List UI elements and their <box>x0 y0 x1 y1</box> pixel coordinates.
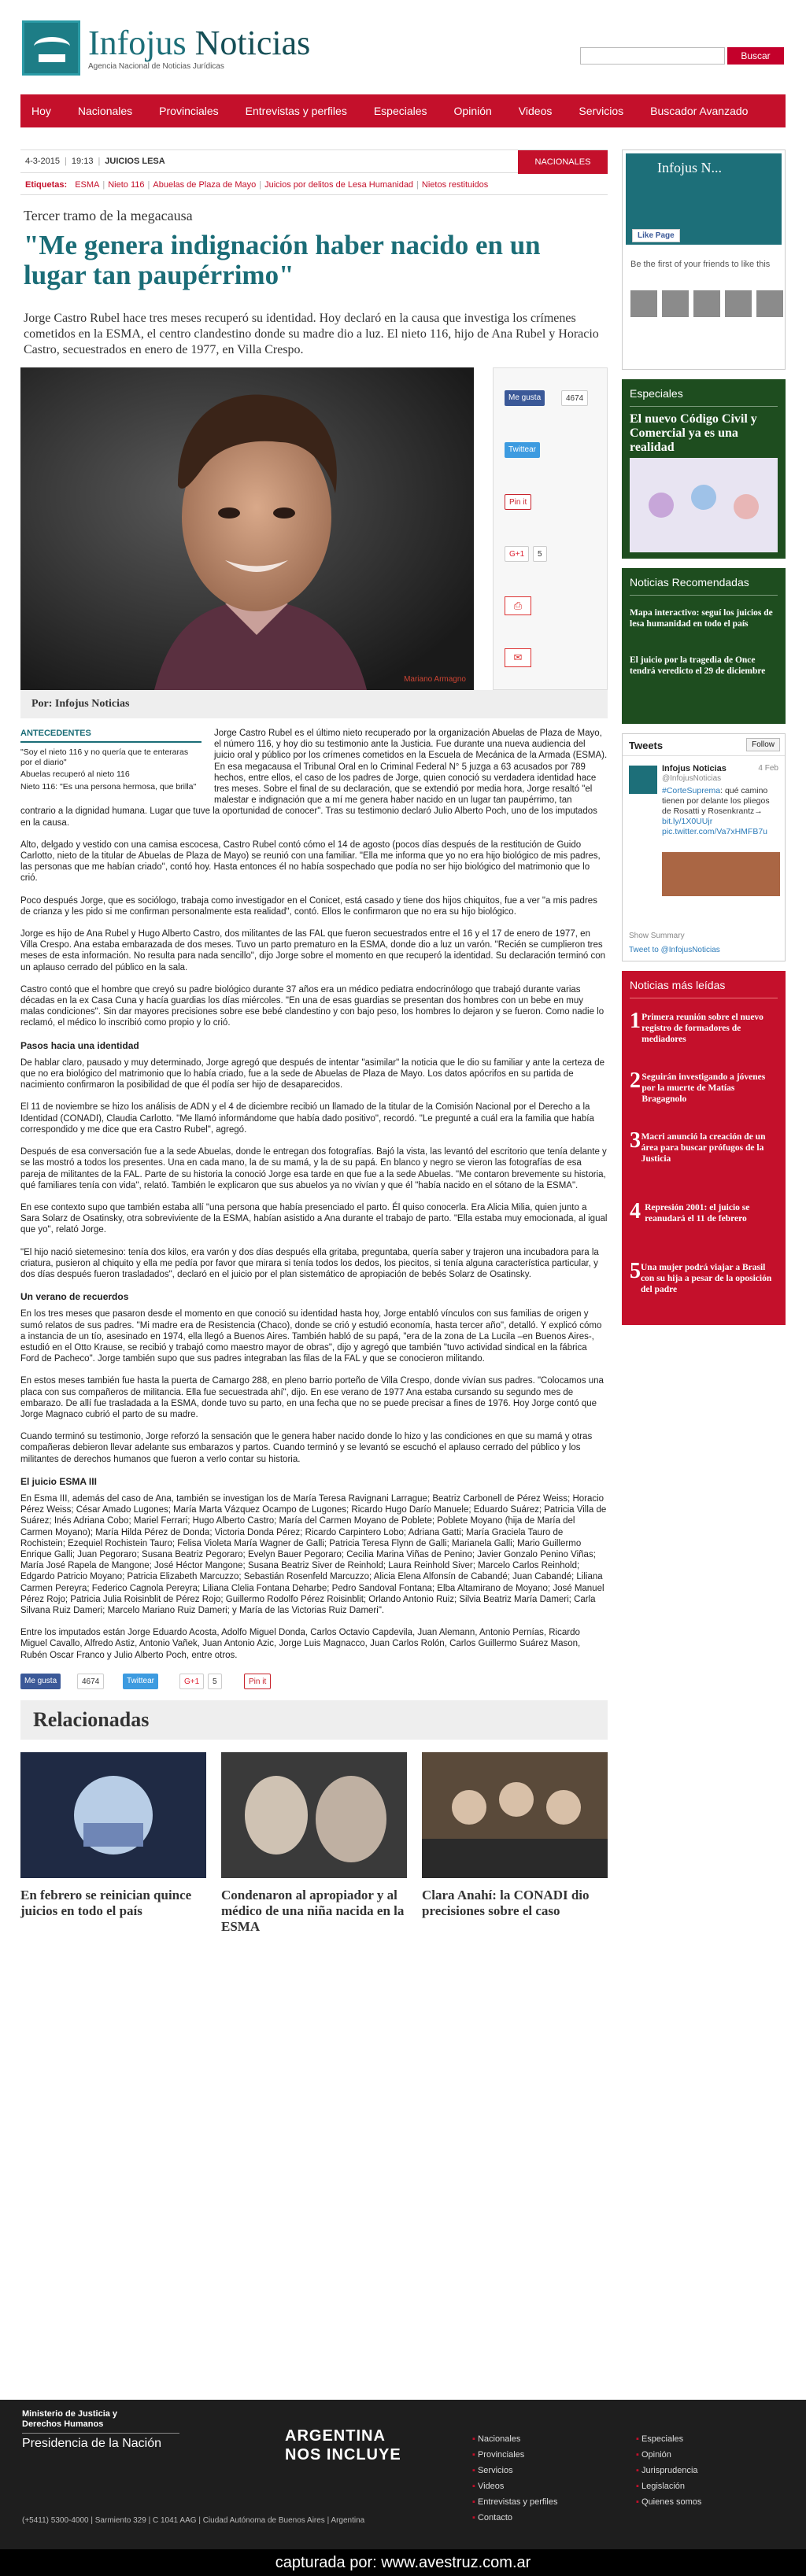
byline: Por: Infojus Noticias <box>20 690 608 718</box>
especiales-box <box>622 379 786 559</box>
subheading: Pasos hacia una identidad <box>20 1039 139 1051</box>
google-plus-count: 5 <box>533 546 547 562</box>
argentina-logo <box>285 2427 401 2464</box>
nav-provinciales[interactable]: Provinciales <box>159 105 219 117</box>
tweets-title: Tweets <box>623 734 785 756</box>
facebook-like-count: 4674 <box>561 390 588 406</box>
footer-link[interactable]: ▪ Quienes somos <box>636 2497 701 2507</box>
nav-hoy[interactable]: Hoy <box>31 105 51 117</box>
especiales-title: Especiales <box>630 387 683 400</box>
tweet-button[interactable]: Twittear <box>123 1674 158 1689</box>
article-body <box>20 718 608 1661</box>
footer-link[interactable]: ▪ Entrevistas y perfiles <box>472 2497 557 2507</box>
most-read-item[interactable] <box>630 1130 778 1164</box>
footer-link[interactable]: ▪ Opinión <box>636 2450 701 2460</box>
facebook-like-page-button[interactable]: Like Page <box>632 229 680 242</box>
recommended-title: Noticias Recomendadas <box>630 576 749 589</box>
email-icon[interactable]: ✉ <box>505 648 531 667</box>
paragraph: Cuando terminó su testimonio, Jorge reforzó la sensación que le genera haber nacido donde lo hizo y las condiciones en que su mamá y otras compañeras debieron llevar adelante sus embarazos y partos. Cuando terminó y se levantó se escuchó el aplauso cerrado del público y los militantes de derechos humanos que fueron a verlo contar su historia. <box>20 1432 593 1464</box>
subheading: Un verano de recuerdos <box>20 1291 129 1303</box>
search-input[interactable] <box>580 47 725 65</box>
tag-link[interactable]: Abuelas de Plaza de Mayo <box>153 179 257 190</box>
especiales-image[interactable] <box>630 458 778 552</box>
related-card[interactable] <box>221 1752 407 1935</box>
footer-links-col2 <box>636 2434 701 2513</box>
twitter-widget <box>622 733 786 961</box>
tweet-text <box>662 786 780 837</box>
paragraph: Jorge Castro Rubel es el último nieto recuperado por la organización Abuelas de Plaza de Mayo, el número 116, y hoy dio su testimonio ante la Justicia. Fue durante una nueva audiencia del juicio oral y público por los crímenes cometidos en la Escuela de Mecánica de la Armada (ESMA). En esa megacausa el Tribunal Oral en lo Criminal Federal N° 5 juzga a 63 acusados por 789 hechos, entre ellos, el caso de los padres de Jorge, quien conoció su verdadera identidad hace tres meses. Sobre el final de su declaración, que se extendió por media hora, Jorge resaltó "el malestar e indignación que a mí me genera haber nacido en un lugar tan paupérrimo, tan contrario a la dignidad humana. Lugar que tuve la oportunidad de conocer". Tras su testimonio declaró Julio Alberto Poch, uno de los imputados en la causa. <box>20 729 608 828</box>
recommended-box <box>622 568 786 724</box>
nav-videos[interactable]: Videos <box>518 105 553 117</box>
tag-link[interactable]: Nietos restituidos <box>421 179 489 190</box>
logo-subtitle: Agencia Nacional de Noticias Jurídicas <box>88 61 224 71</box>
footer-links-col1 <box>472 2434 557 2529</box>
capture-watermark: capturada por: www.avestruz.com.ar <box>0 2549 806 2576</box>
facebook-like-count: 4674 <box>77 1674 104 1689</box>
nav-buscador[interactable]: Buscador Avanzado <box>650 105 749 117</box>
share-bar-bottom <box>20 1672 608 1694</box>
avatar[interactable] <box>630 290 657 317</box>
footer-link[interactable]: ▪ Jurisprudencia <box>636 2466 701 2475</box>
avatar[interactable] <box>725 290 752 317</box>
ministry-name: Ministerio de Justicia y Derechos Humanos <box>22 2409 118 2429</box>
antecedente-link[interactable]: "Soy el nieto 116 y no quería que te enteraras por el diario" <box>20 747 189 767</box>
book-logo-icon <box>22 20 80 76</box>
footer-link[interactable]: ▪ Contacto <box>472 2513 557 2522</box>
tweet-button[interactable]: Twittear <box>505 442 540 458</box>
main-nav <box>20 94 786 127</box>
site-footer <box>0 2400 806 2549</box>
related-headline: Clara Anahí: la CONADI dio precisiones sobre el caso <box>422 1887 590 1918</box>
most-read-item[interactable] <box>630 1260 778 1295</box>
avatar[interactable] <box>662 290 689 317</box>
related-grid <box>20 1752 608 1949</box>
paragraph: Entre los imputados están Jorge Eduardo Acosta, Adolfo Miguel Donda, Carlos Octavio Capdevila, Juan Alemann, Antonio Pernías, Ricardo Miguel Cavallo, Alfredo Astiz, Antonio Vañek, Juan Antonio Azic, Jorge Luis Magnacco, Juan Carlos Rolón, Carlos Guillermo Suárez Mason, Rubén Oscar Franco y Julio Alberto Poch, entre otros. <box>20 1628 581 1660</box>
argentina-line2: NOS INCLUYE <box>285 2446 401 2463</box>
logo-second: Noticias <box>194 23 311 62</box>
most-read-item[interactable] <box>630 1010 778 1045</box>
facebook-like-label: Me gusta <box>508 393 542 402</box>
paragraph: Castro contó que el hombre que creyó su padre biológico durante 37 años era un médico pediatra endocrinólogo que trabajó durante varias décadas en la ex Casa Cuna y hacía guardias los días miércoles. "En una de esas guardias se presentan dos hombres con un bebe en muy malas condiciones". Sin dar mayores precisiones sobre ese bebé clandestino y con bajo peso, los hombres lo dejaron y se fueron. Como nadie lo reclamó, el médico lo inscribió como propio y lo crió. <box>20 984 604 1028</box>
article-date: 4-3-2015 <box>25 157 61 166</box>
facebook-page-widget <box>622 149 786 370</box>
tags-label: Etiquetas: <box>25 179 68 190</box>
avatar[interactable] <box>756 290 783 317</box>
tweet-handle[interactable]: @InfojusNoticias <box>662 774 722 783</box>
share-column <box>493 367 608 690</box>
tags-bar: Etiquetas: ESMA | Nieto 116 | Abuelas de Plaza de Mayo | Juicios por delitos de Lesa Humanidad | Nietos restituidos <box>20 175 608 195</box>
paragraph: En estos meses también fue hasta la puerta de Camargo 288, en pleno barrio porteño de Villa Crespo, donde vivían sus padres. "Colocamos una placa con sus compañeros de militancia. Ella fue secuestrada ahí", dijo. En ese verano de 1977 Ana estaba cursando su segundo mes de embarazo. De allí fue trasladada a la ESMA, donde tuvo su parto, en una fecha que no se puede precisar a fines de 1976. Hoy Jorge contó que Jorge Magnaco cubrió el parto de su madre. <box>20 1376 604 1419</box>
google-plus-count: 5 <box>208 1674 222 1689</box>
most-read-headline: Seguirán investigando a jóvenes por la muerte de Matías Bragagnolo <box>641 1072 766 1104</box>
especiales-link[interactable]: El nuevo Código Civil y Comercial ya es una realidad <box>630 412 757 454</box>
article-title: "Me genera indignación haber nacido en un lugar tan paupérrimo" <box>24 230 541 290</box>
footer-address: (+5411) 5300-4000 | Sarmiento 329 | C 1041 AAG | Ciudad Autónoma de Buenos Aires | Argentina <box>22 2516 365 2525</box>
paragraph: Jorge es hijo de Ana Rubel y Hugo Alberto Castro, dos militantes de las FAL que fueron secuestrados entre el 16 y el 17 de enero de 1977, en Villa Crespo. Ana estaba embarazada de dos meses. Tuvo un parto prematuro en la ESMA, donde dio a luz un varón. "Recién se cumplieron tres meses de esta información. No resulta para nada sencillo", dijo Jorge sobre el momento en que recuperó la identidad. Su declaración terminó con un aplauso cerrado del público en la sala. <box>20 929 606 972</box>
facebook-like-button[interactable] <box>505 390 545 406</box>
follow-button[interactable]: Follow <box>746 738 780 751</box>
google-plus-button[interactable]: G+1 <box>179 1674 204 1689</box>
most-read-item[interactable] <box>630 1201 778 1224</box>
most-read-headline: Una mujer podrá viajar a Brasil con su hija a pesar de la oposición del padre <box>641 1263 772 1294</box>
tweet-date[interactable]: 4 Feb <box>758 764 778 773</box>
article-time: 19:13 <box>71 157 94 166</box>
footer-link[interactable]: ▪ Servicios <box>472 2466 557 2475</box>
tweet-image[interactable] <box>662 852 780 896</box>
footer-link[interactable]: ▪ Videos <box>472 2482 557 2491</box>
article-kicker: Tercer tramo de la megacausa <box>24 208 193 223</box>
tweet-author[interactable]: Infojus Noticias <box>662 764 727 773</box>
article-photo <box>20 367 474 690</box>
pinterest-button[interactable]: Pin it <box>244 1674 271 1689</box>
argentina-line1: ARGENTINA <box>285 2427 386 2445</box>
recommended-link[interactable]: El juicio por la tragedia de Once tendrá veredicto el 29 de diciembre <box>630 655 766 676</box>
paragraph: El 11 de noviembre se hizo los análisis de ADN y el 4 de diciembre recibió un llamado de la titular de la Comisión Nacional por el Derecho a la Identidad (CONADI), Claudia Carlotto. "Me llamó informándome que había dado positivo", recordó. "Le pregunté a cuál era la familia que había correspondido y me dice que era Castro Rubel", agregó. <box>20 1102 594 1135</box>
avatar[interactable] <box>693 290 720 317</box>
section-badge[interactable]: NACIONALES <box>518 150 608 174</box>
article-meta: 4-3-2015 | 19:13 | JUICIOS LESA NACIONALES <box>20 149 608 173</box>
footer-link[interactable]: ▪ Especiales <box>636 2434 701 2444</box>
tweet-body: : qué camino tienen por delante los pliegos de Rosatti y Rosenkrantz→ <box>662 786 770 816</box>
related-image <box>221 1752 407 1878</box>
paragraph: "El hijo nació sietemesino: tenía dos kilos, era varón y dos días después ella gritaba, preguntaba, quería saber y trajeron una incubadora para la criatura, pusieron al chiquito y ella me pedía por favor que mirara si tenía todos los dedos, los piecitos, si tenía alguna característica particular, y dos días después fueron trasladados", declaró en el juicio por el plan sistemático de apropiación de bebés Solarz de Osatinsky. <box>20 1247 599 1279</box>
portrait-image <box>20 367 474 690</box>
tweet-link[interactable]: bit.ly/1X0UUjr pic.twitter.com/Va7xHMFB7u <box>662 817 768 836</box>
recommended-link[interactable]: Mapa interactivo: seguí los juicios de lesa humanidad en todo el país <box>630 608 773 629</box>
rank-number: 5 <box>630 1259 641 1283</box>
most-read-item[interactable] <box>630 1070 778 1105</box>
paragraph: En ese contexto supo que también estaba allí "una persona que había presenciado el parto. Él quiso conocerla. Era Alicia Milia, quien junto a Sara Solarz de Osatinsky, otra sobreviviente de la ESMA, habían asistido a Ana durante el trabajo de parto. "Ella estaba muy emocionada, al igual que yo", relató Jorge. <box>20 1202 608 1235</box>
print-icon[interactable]: ⎙ <box>505 596 531 615</box>
most-read-headline: Primera reunión sobre el nuevo registro de formadores de mediadores <box>641 1013 763 1044</box>
nav-servicios[interactable]: Servicios <box>579 105 624 117</box>
sidebar <box>622 149 786 1325</box>
rank-number: 3 <box>630 1128 641 1153</box>
article-lead: Jorge Castro Rubel hace tres meses recuperó su identidad. Hoy declaró en la causa que investiga los crímenes cometidos en la ESMA, el centro clandestino donde su madre dio a luz. El nieto 116, hijo de Ana Rubel y Horacio Castro, secuestrados en enero de 1977, en Villa Crespo. <box>24 312 599 356</box>
photo-credit: Mariano Armagno <box>404 675 466 684</box>
related-headline: Condenaron al apropiador y al médico de una niña nacida en la ESMA <box>221 1887 405 1934</box>
facebook-like-button[interactable]: Me gusta <box>20 1674 61 1689</box>
related-title: Relacionadas <box>20 1700 608 1740</box>
related-card[interactable] <box>422 1752 608 1919</box>
rank-number: 1 <box>630 1009 641 1033</box>
most-read-title: Noticias más leídas <box>630 979 726 991</box>
article-column <box>20 149 608 1949</box>
friend-faces <box>630 290 783 317</box>
nav-opinion[interactable]: Opinión <box>453 105 492 117</box>
paragraph: Poco después Jorge, que es sociólogo, trabaja como investigador en el Conicet, está casado y tiene dos hijos chiquitos, fue a ver "a mis padres de crianza y les pido si me confirman personalmente esta realidad", contó. Ellos le confirmaron que no era su hijo biológico. <box>20 895 597 917</box>
search-button[interactable]: Buscar <box>727 47 784 65</box>
tag-link[interactable]: ESMA <box>75 179 100 190</box>
most-read-box <box>622 971 786 1325</box>
tweet-to-link[interactable]: Tweet to @InfojusNoticias <box>629 946 720 954</box>
related-image <box>20 1752 206 1878</box>
nav-nacionales[interactable]: Nacionales <box>77 105 133 117</box>
show-summary-link[interactable]: Show Summary <box>629 932 685 940</box>
footer-link[interactable]: ▪ Legislación <box>636 2482 701 2491</box>
rank-number: 2 <box>630 1068 641 1093</box>
rank-number: 4 <box>630 1199 641 1223</box>
most-read-headline: Represión 2001: el juicio se reanudará el 11 de febrero <box>645 1203 750 1223</box>
paragraph: Después de esa conversación fue a la sede Abuelas, donde le entregan dos fotografías. Bajó la vista, las levantó del escritorio que tenía delante y se las mostró a todos los presentes. Una en cada mano, la de su mamá, y la de su papá. En blanco y negro se vieron las fotografías de esa pareja de militantes de la FAL. Parte de su historia la conoció Jorge esa tarde en que fue a la sede Abuelas. "Me contaron brevemente su historia, qué familiares tenía con vida", relató. También le explicaron que sus abuelos ya no vivían y que él "había nacido en el sótano de la ESMA". <box>20 1147 607 1190</box>
site-logo[interactable] <box>22 20 310 76</box>
avatar[interactable] <box>629 766 657 794</box>
related-image <box>422 1752 608 1878</box>
pinterest-button[interactable]: Pin it <box>505 494 531 510</box>
tag-link[interactable]: Nieto 116 <box>108 179 145 190</box>
nav-entrevistas[interactable]: Entrevistas y perfiles <box>245 105 347 117</box>
subheading: El juicio ESMA III <box>20 1475 97 1487</box>
most-read-headline: Macri anunció la creación de un área para buscar prófugos de la Justicia <box>641 1132 766 1164</box>
related-card[interactable] <box>20 1752 206 1919</box>
logo-main: Infojus <box>88 23 187 62</box>
paragraph: De hablar claro, pausado y muy determinado, Jorge agregó que después de intentar "asimilar" la noticia que le dio su familiar y ante la certeza de que no era biológico del matrimonio que lo había criado, fue a la sede de Abuelas de Plaza de Mayo. Los datos apócrifos en su partida de nacimiento confirmaron la posibilidad de que él podía ser hijo de desaparecidos. <box>20 1057 605 1091</box>
presidency-name: Presidencia de la Nación <box>22 2433 179 2451</box>
footer-link[interactable]: ▪ Nacionales <box>472 2434 557 2444</box>
paragraph: Alto, delgado y vestido con una camisa escocesa, Castro Rubel contó cómo el 14 de agosto (pocos días después de la restitución de Guido Carlotto, nieto de la titular de Abuelas de Plaza de Mayo) se reunió con una familiar. "Ella me informa que yo no era hijo biológico de mis padres, las personas que me habían criado", contó hoy. Hasta entonces él no había sospechado que podía no ser hijo biológico del matrimonio que lo crió. <box>20 840 601 884</box>
paragraph: En los tres meses que pasaron desde el momento en que conoció su identidad hasta hoy, Jorge entabló vínculos con sus familias de origen y sumó relatos de sus padres. "Mi madre era de Resistencia (Chaco), donde se crió y estudió economía, hasta tercer año", detalló. Y explicó cómo a instancia de un tío, asesinado en 1974, ella llegó a Buenos Aires. También habló de su papá, "era de la zona de La Lucila –en Buenos Aires-, estudió en el Otto Krause, se recibió y trabajó como maestro mayor de obras", dijo y agregó que también "tuvo actividad sindical en la fábrica Ford de Pacheco". Jorge también supo que sus padres integraban las filas de la FAL y que se conocieron militando. <box>20 1309 602 1364</box>
antecedentes-title: ANTECEDENTES <box>20 728 202 743</box>
facebook-page-name: Infojus N... <box>657 160 722 175</box>
antecedente-link[interactable]: Nieto 116: "Es una persona hermosa, que brilla" <box>20 781 197 792</box>
facebook-first-text: Be the first of your friends to like this <box>630 260 771 269</box>
google-plus-button[interactable]: G+1 <box>505 546 529 562</box>
related-headline: En febrero se reinician quince juicios en todo el país <box>20 1887 192 1918</box>
nav-especiales[interactable]: Especiales <box>373 105 427 117</box>
antecedente-link[interactable]: Abuelas recuperó al nieto 116 <box>20 769 130 780</box>
paragraph: En Esma III, además del caso de Ana, también se investigan los de María Teresa Ravignani Larrague; Beatriz Carbonell de Pérez Weiss; Horacio Pérez Weiss; César Amado Lugones; María Marta Vázquez Ocampo de Lugones; Ricardo Hugo Darío Manuele; Eduardo Suárez; Patricia Villa de Suárez; Inés Adriana Cobo; Mariel Ferrari; Hugo Alberto Castro; María del Carmen Moyano de Poblete; Poblete Moyano (hija de María del Carmen Moyano); María Hilda Pérez de Donda; Victoria Donda Pérez; Ricardo Carpintero Lobo; Adriana Gatti; María Graciela Tauro de Rochistein; Ezequiel Rochistein Tauro; Felisa Violeta María Wagner de Galli; Patricia Teresa Flynn de Galli; Marianela Galli; Mario Guillermo Enrique Galli; Juan Pegoraro; Susana Beatriz Pegoraro; Evelyn Bauer Pegoraro; Cecilia Marina Viñas de Penino; Javier Gonzalo Penino Viñas; María José Rapela de Mangone; José Héctor Mangone; Susana Beatriz Siver de Reinhold; Laura Reinhold Siver; Marcelo Carlos Reinhold; Edgardo Patricio Moyano; Patricia Elizabeth Marcuzzo; Sebastián Rosenfeld Marcuzzo; Alicia Elena Alfonsín de Cabandé; Juan Cabandé; Liliana Carmen Pereyra; Federico Cagnola Pereyra; Liliana Clelia Fontana Deharbe; Pedro Sandoval Fontana; Elba Altamirano de Moyano; José Manuel Pérez Rojo; Patricia Julia Roisinblit de Pérez Rojo; Guillermo Rodolfo Pérez Roisinblit; Orlando Antonio Ruiz; Silvia Beatriz María Dameri; Carla Silvana Ruiz Dameri; Marcelo Mariano Ruiz Dameri; y María de las Victorias Ruiz Dameri". <box>20 1493 607 1615</box>
antecedentes-box <box>20 728 202 794</box>
article-section[interactable]: JUICIOS LESA <box>105 157 165 166</box>
site-header <box>0 0 806 90</box>
footer-link[interactable]: ▪ Provinciales <box>472 2450 557 2460</box>
tweet-hashtag[interactable]: #CorteSuprema <box>662 786 721 795</box>
tag-link[interactable]: Juicios por delitos de Lesa Humanidad <box>264 179 414 190</box>
photo-row <box>20 367 608 690</box>
